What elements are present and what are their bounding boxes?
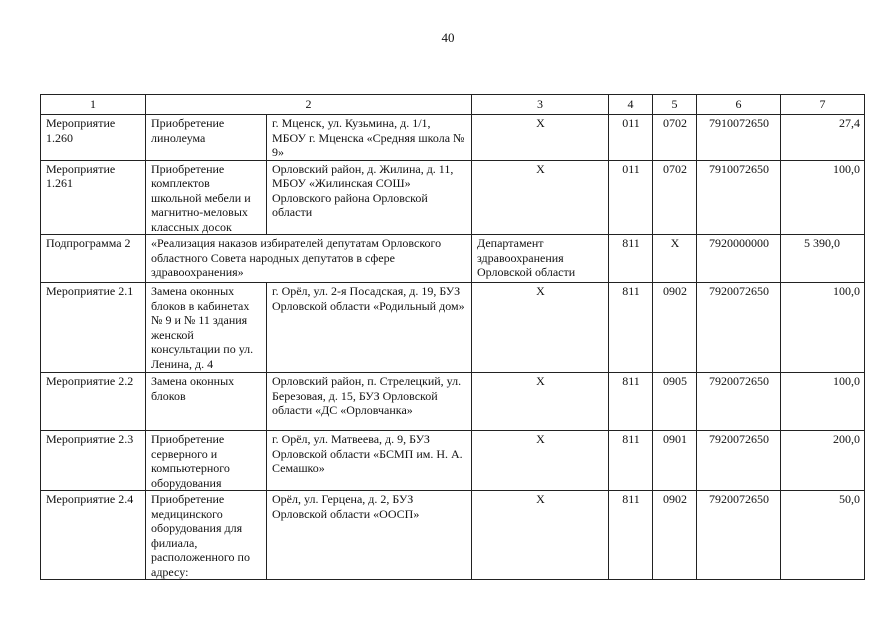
amount-cell: 27,4: [781, 115, 865, 161]
subprogram-row: [41, 235, 865, 283]
measure-address: г. Мценск, ул. Кузьмина, д. 1/1, МБОУ г. Мценска «Средняя школа № 9»: [267, 115, 472, 161]
target-article-cell: 7910072650: [697, 115, 781, 161]
code-cell: 811: [609, 491, 653, 580]
code-cell: 811: [609, 235, 653, 283]
target-article-cell: 7920072650: [697, 491, 781, 580]
section-cell: 0902: [653, 283, 697, 373]
subprogram-name: «Реализация наказов избирателей депутатам Орловского областного Совета народных депутатов в сфере здравоохранения»: [146, 235, 472, 283]
measure-id: Мероприятие 2.4: [41, 491, 146, 580]
executor-cell: Х: [472, 115, 609, 161]
code-cell: 011: [609, 115, 653, 161]
executor-cell: Х: [472, 160, 609, 235]
target-article-cell: 7920072650: [697, 373, 781, 431]
measure-id: Мероприятие 1.261: [41, 160, 146, 235]
measure-name: Приобретение серверного и компьютерного оборудования: [146, 431, 267, 491]
header-col-4: 4: [609, 95, 653, 115]
table-row: [41, 431, 865, 491]
measure-address: Орловский район, п. Стрелецкий, ул. Березовая, д. 15, БУЗ Орловской области «ДС «Орловчанка»: [267, 373, 472, 431]
header-col-5: 5: [653, 95, 697, 115]
measure-name: Приобретение медицинского оборудования для филиала, расположенного по адресу:: [146, 491, 267, 580]
measure-address: Орловский район, д. Жилина, д. 11, МБОУ «Жилинская СОШ» Орловского района Орловской области: [267, 160, 472, 235]
section-cell: 0902: [653, 491, 697, 580]
measure-id: Мероприятие 1.260: [41, 115, 146, 161]
target-article-cell: 7910072650: [697, 160, 781, 235]
header-col-2: 2: [146, 95, 472, 115]
program-table: [40, 94, 865, 580]
measure-name: Замена оконных блоков в кабинетах № 9 и № 11 здания женской консультации по ул. Ленина, д. 4: [146, 283, 267, 373]
amount-cell: 100,0: [781, 160, 865, 235]
header-row: [41, 95, 865, 115]
measure-id: Мероприятие 2.1: [41, 283, 146, 373]
amount-cell: 50,0: [781, 491, 865, 580]
section-cell: 0905: [653, 373, 697, 431]
measure-name: Замена оконных блоков: [146, 373, 267, 431]
code-cell: 811: [609, 373, 653, 431]
amount-cell: 200,0: [781, 431, 865, 491]
subprogram-id: Подпрограмма 2: [41, 235, 146, 283]
measure-address: г. Орёл, ул. 2-я Посадская, д. 19, БУЗ Орловской области «Родильный дом»: [267, 283, 472, 373]
measure-name: Приобретение комплектов школьной мебели и магнитно-меловых классных досок: [146, 160, 267, 235]
executor-cell: Департамент здравоохранения Орловской области: [472, 235, 609, 283]
header-col-7: 7: [781, 95, 865, 115]
measure-address: г. Орёл, ул. Матвеева, д. 9, БУЗ Орловской области «БСМП им. Н. А. Семашко»: [267, 431, 472, 491]
table-row: [41, 373, 865, 431]
measure-address: Орёл, ул. Герцена, д. 2, БУЗ Орловской области «ООСП»: [267, 491, 472, 580]
code-cell: 811: [609, 283, 653, 373]
table-row: [41, 160, 865, 235]
section-cell: 0702: [653, 115, 697, 161]
code-cell: 811: [609, 431, 653, 491]
code-cell: 011: [609, 160, 653, 235]
header-col-3: 3: [472, 95, 609, 115]
section-cell: Х: [653, 235, 697, 283]
target-article-cell: 7920072650: [697, 431, 781, 491]
table-row: [41, 283, 865, 373]
executor-cell: Х: [472, 431, 609, 491]
section-cell: 0702: [653, 160, 697, 235]
measure-id: Мероприятие 2.2: [41, 373, 146, 431]
page-number: 40: [441, 30, 455, 45]
target-article-cell: 7920000000: [697, 235, 781, 283]
table-row: [41, 115, 865, 161]
section-cell: 0901: [653, 431, 697, 491]
table-row: [41, 491, 865, 580]
target-article-cell: 7920072650: [697, 283, 781, 373]
measure-name: Приобретение линолеума: [146, 115, 267, 161]
header-col-1: 1: [41, 95, 146, 115]
amount-cell: 100,0: [781, 373, 865, 431]
amount-cell: 100,0: [781, 283, 865, 373]
executor-cell: Х: [472, 373, 609, 431]
amount-cell: 5 390,0: [781, 235, 865, 283]
measure-id: Мероприятие 2.3: [41, 431, 146, 491]
header-col-6: 6: [697, 95, 781, 115]
executor-cell: Х: [472, 283, 609, 373]
executor-cell: Х: [472, 491, 609, 580]
